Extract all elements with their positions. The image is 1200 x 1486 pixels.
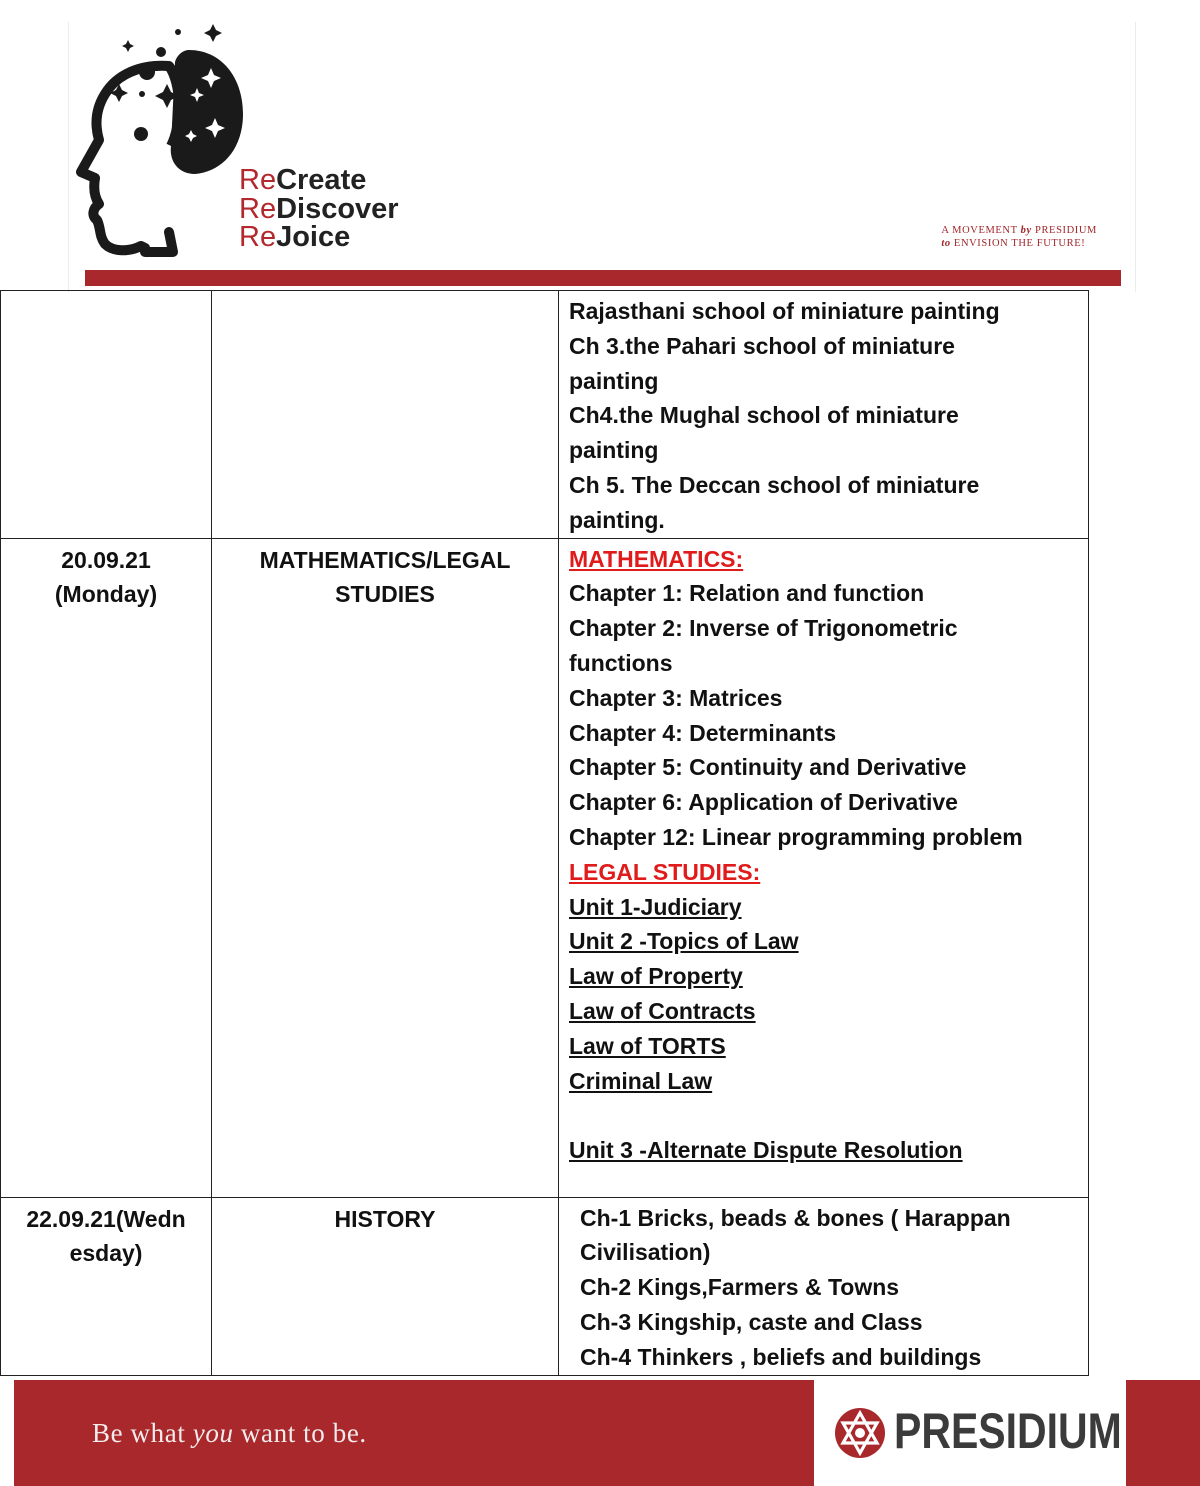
head-stars-logo-icon	[71, 22, 246, 257]
spacer	[569, 1098, 1084, 1133]
topic-line: Ch-4 Thinkers , beliefs and buildings	[580, 1343, 982, 1370]
presidium-star-icon	[834, 1407, 886, 1459]
topic-line: Ch-2 Kings,Farmers & Towns	[580, 1274, 900, 1301]
movement-caption: A MOVEMENT by PRESIDIUM to ENVISION THE FUTURE!	[941, 225, 1097, 249]
table-row	[1, 291, 1089, 539]
topic-line: Chapter 5: Continuity and Derivative	[569, 754, 967, 781]
legal-studies-heading: LEGAL STUDIES:	[569, 858, 761, 885]
page-header	[68, 22, 1136, 292]
topic-line: Unit 3 -Alternate Dispute Resolution	[569, 1137, 963, 1164]
date-cell: 22.09.21(Wedn esday)	[1, 1197, 212, 1375]
topic-line: Law of Contracts	[569, 997, 756, 1024]
date-cell	[1, 291, 212, 539]
topic-line: Ch-3 Kingship, caste and Class	[580, 1308, 923, 1335]
date-cell: 20.09.21 (Monday)	[1, 538, 212, 1197]
topic-line: functions	[569, 649, 673, 676]
topic-line: Law of Property	[569, 963, 743, 990]
table-row	[1, 538, 1089, 1197]
exam-schedule-table	[0, 290, 1089, 1376]
topic-line: Rajasthani school of miniature painting	[569, 298, 1000, 324]
topic-line: Chapter 1: Relation and function	[569, 580, 925, 607]
topic-line: Chapter 6: Application of Derivative	[569, 789, 958, 816]
tagline-line: ReJoice	[239, 221, 351, 253]
topic-line: painting	[569, 367, 659, 394]
table-row	[1, 1197, 1089, 1375]
topics-cell	[559, 291, 1089, 539]
topic-line: Chapter 3: Matrices	[569, 684, 783, 711]
topic-line: Ch 5. The Deccan school of miniature	[569, 471, 980, 498]
topic-line: Ch4.the Mughal school of miniature	[569, 402, 959, 429]
recreate-tagline	[239, 166, 399, 252]
topic-line: Chapter 12: Linear programming problem	[569, 823, 1023, 850]
page-footer	[14, 1380, 1200, 1486]
topic-line: Criminal Law	[569, 1067, 713, 1094]
topic-line: Chapter 4: Determinants	[569, 719, 837, 746]
topic-line: Ch 3.the Pahari school of miniature	[569, 332, 955, 359]
topic-line: Chapter 2: Inverse of Trigonometric	[569, 615, 958, 642]
subject-cell	[212, 291, 559, 539]
presidium-logo	[814, 1380, 1126, 1486]
subject-cell: HISTORY	[212, 1197, 559, 1375]
tagline-line: ReCreate	[239, 164, 367, 196]
topic-line: Unit 2 -Topics of Law	[569, 928, 799, 955]
footer-slogan: Be what you want to be.	[92, 1418, 367, 1448]
subject-cell: MATHEMATICS/LEGAL STUDIES	[212, 538, 559, 1197]
topic-line: Unit 1-Judiciary	[569, 893, 742, 920]
topic-line: painting	[569, 437, 659, 464]
topic-line: Ch-1 Bricks, beads & bones ( Harappan	[580, 1204, 1011, 1231]
tagline-line: ReDiscover	[239, 192, 399, 225]
topic-line: painting.	[569, 506, 665, 533]
brand-name: PRESIDIUM	[894, 1403, 1122, 1459]
topics-cell	[559, 538, 1089, 1197]
mathematics-heading: MATHEMATICS:	[569, 545, 744, 572]
topic-line: Civilisation)	[580, 1239, 711, 1266]
topics-cell	[559, 1197, 1089, 1375]
header-divider-bar	[85, 270, 1121, 286]
topic-line: Law of TORTS	[569, 1032, 726, 1059]
